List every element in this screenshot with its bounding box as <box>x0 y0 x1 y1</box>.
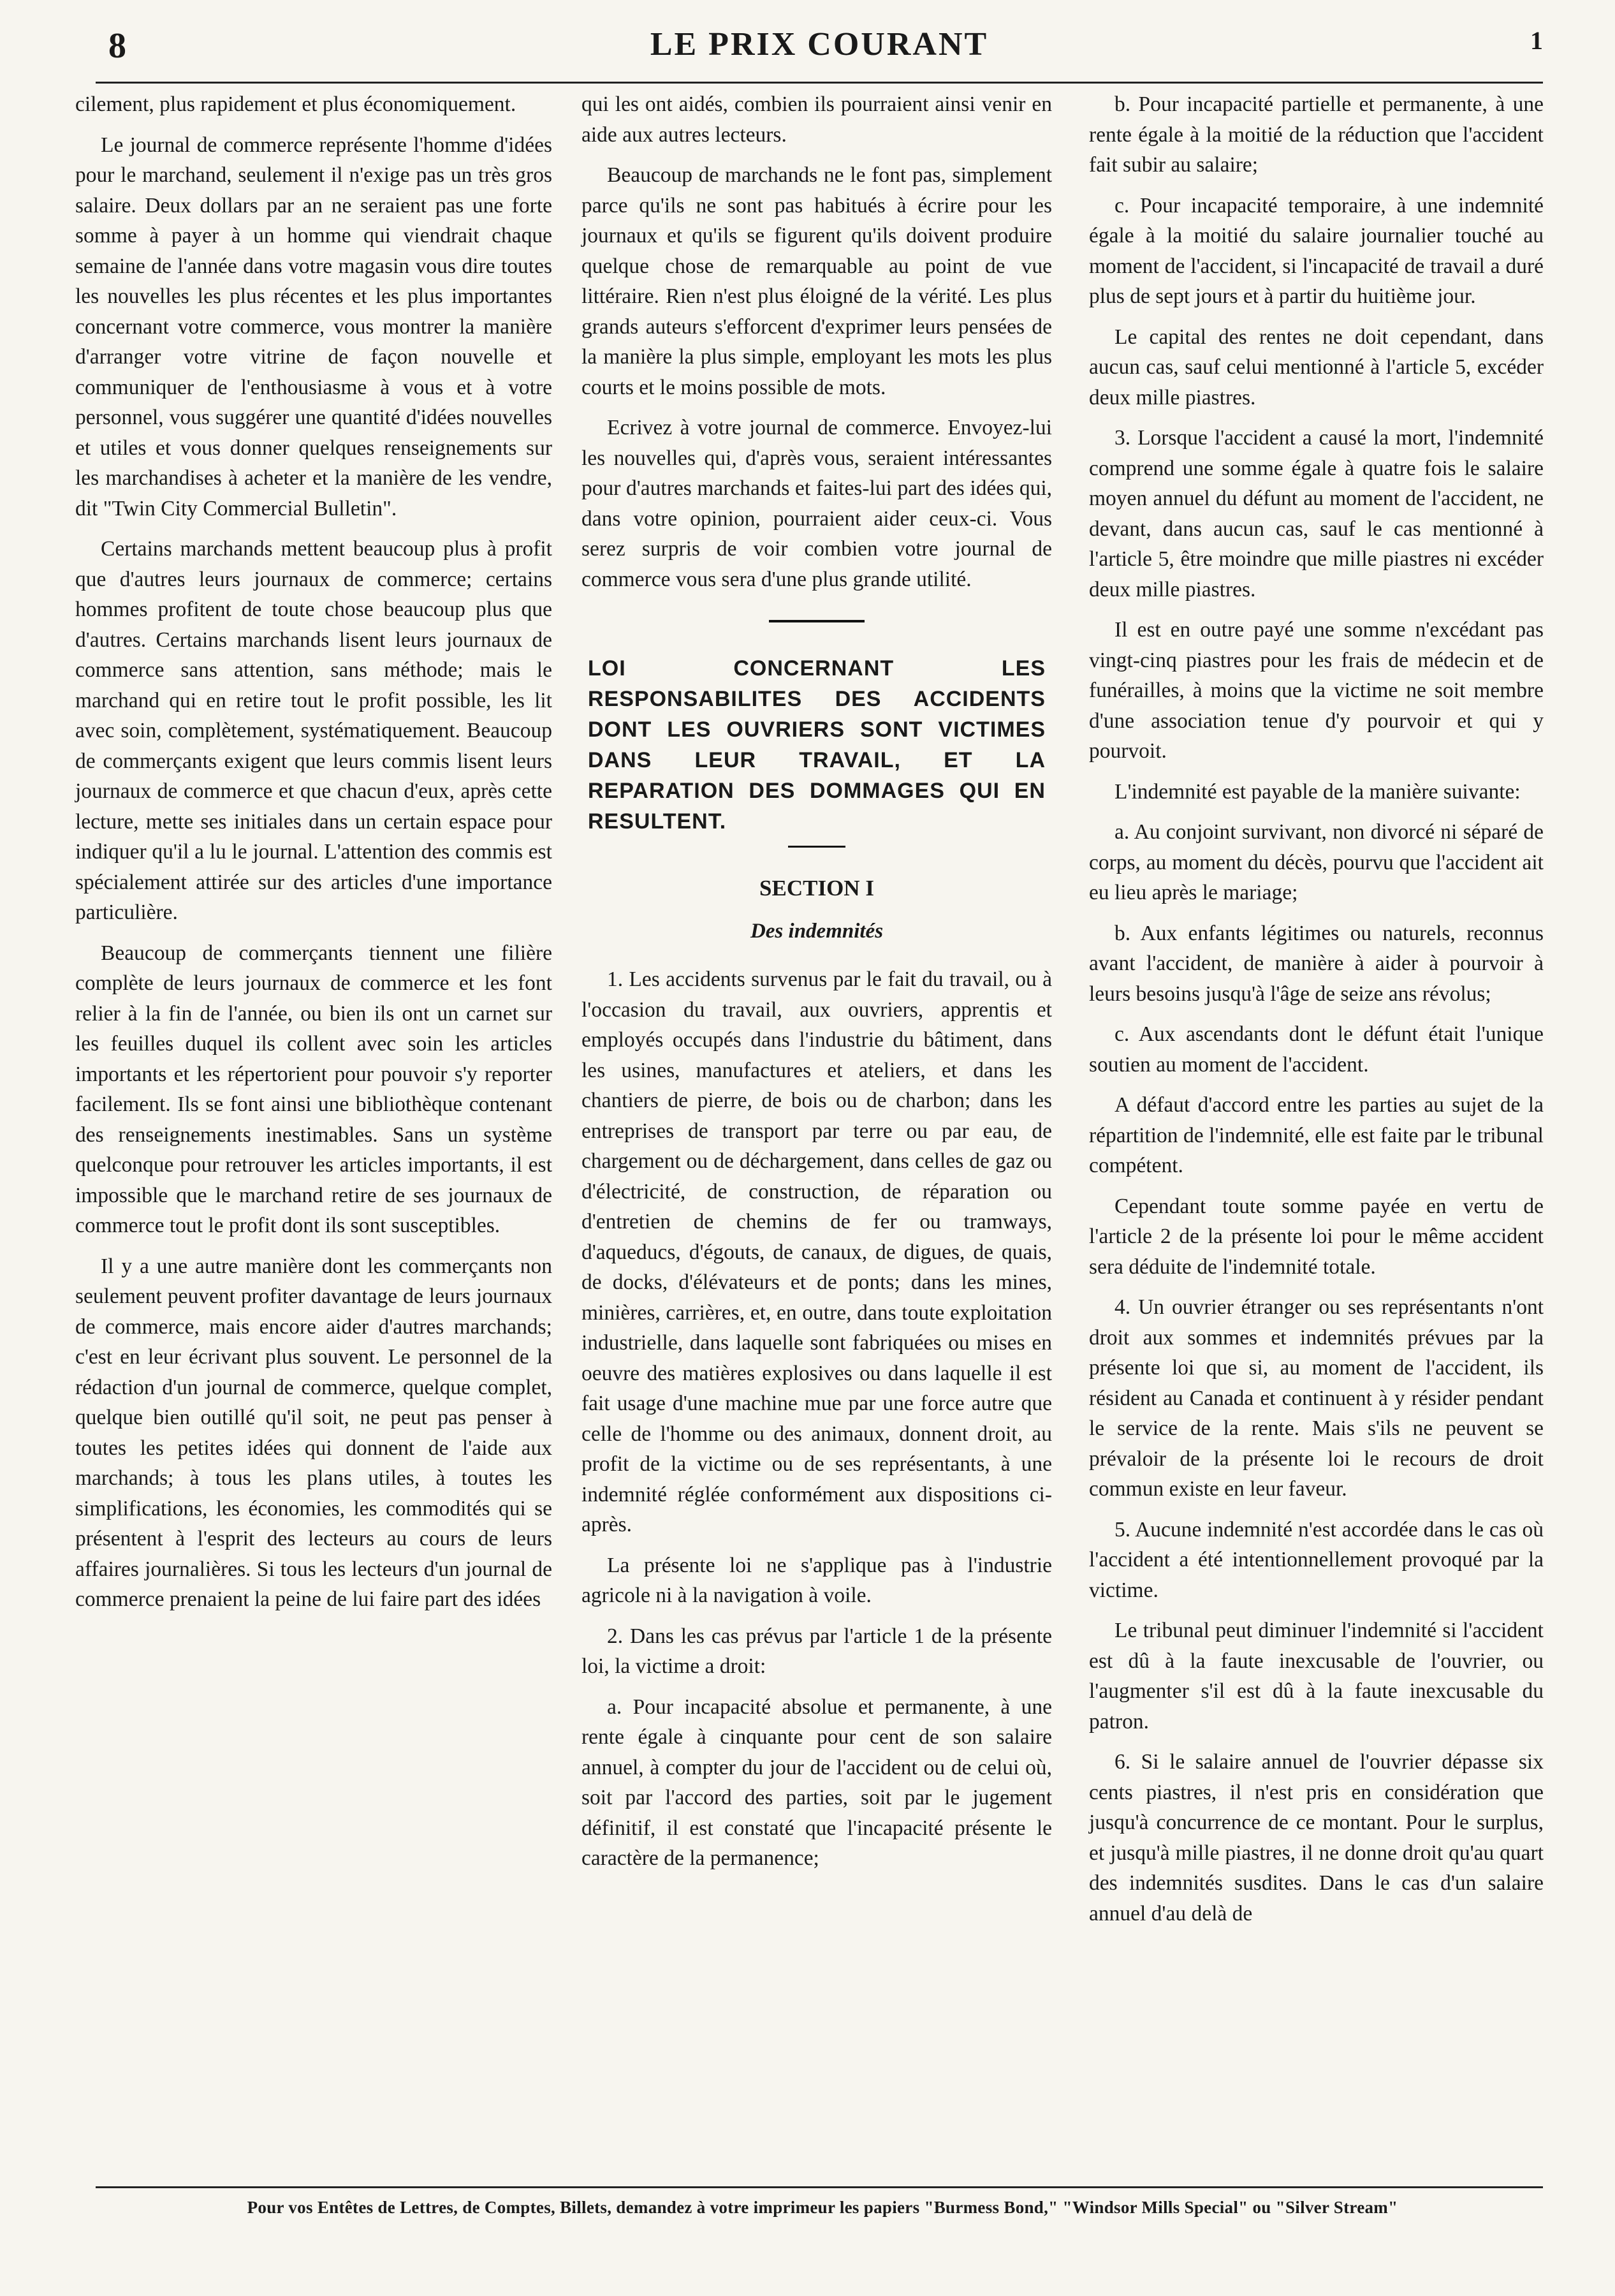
page-number: 8 <box>108 26 126 66</box>
paragraph: b. Pour incapacité partielle et permanente, à une rente égale à la moitié de la réduction que l'accident fait subir au salaire; <box>1089 92 1544 177</box>
paragraph: La présente loi ne s'applique pas à l'industrie agricole ni à la navigation à voile. <box>581 1553 1052 1607</box>
paragraph: a. Pour incapacité absolue et permanente, à une rente égale à cinquante pour cent de son salaire annuel, à compter du jour de l'accident ou de celui où, soit par l'accord des parties, soit par le jugement définitif, il est constaté que l'incapacité présente le caractère de la permanence; <box>581 1695 1052 1870</box>
newspaper-title: LE PRIX COURANT <box>650 26 989 63</box>
page-header <box>96 26 1543 77</box>
paragraph: 1. Les accidents survenus par le fait du travail, ou à l'occasion du travail, aux ouvriers, apprentis et employés occupés dans l'industrie du bâtiment, dans les usines, manufactures et ateliers, et dans les chantiers de pierre, de bois ou de charbon; dans les entreprises de transport par terre ou par eau, de chargement ou de déchargement, dans celles de gaz ou d'électricité, de construction, de réparation ou d'entretien de chemins de fer ou tramways, d'aqueducs, d'égouts, de canaux, de digues, de quais, de docks, d'élévateurs et de ponts; dans les mines, minières, carrières, et, en outre, dans toute exploitation industrielle, dans laquelle sont fabriquées ou mises en oeuvre des matières explosives ou dans laquelle il est fait usage d'une machine mue par une force autre que celle de l'homme ou des animaux, donnent droit, au profit de la victime ou de ses représentants, à une indemnité réglée conformément aux dispositions ci-après. <box>581 968 1052 1536</box>
law-title: LOI CONCERNANT LES RESPONSABILITES DES ACCIDENTS DONT LES OUVRIERS SONT VICTIMES DANS LEUR TRAVAIL, ET LA REPARATION DES DOMMAGES QUI EN RESULTENT. <box>588 656 1046 834</box>
paragraph: 5. Aucune indemnité n'est accordée dans le cas où l'accident a été intentionnellement provoqué par la victime. <box>1089 1517 1544 1602</box>
paragraph: b. Aux enfants légitimes ou naturels, reconnus avant l'accident, de manière à aider à pourvoir à leurs besoins jusqu'à l'âge de seize ans révolus; <box>1089 921 1544 1006</box>
paragraph: Le capital des rentes ne doit cependant, dans aucun cas, sauf celui mentionné à l'article 5, excéder deux mille piastres. <box>1089 325 1544 409</box>
paragraph: Le journal de commerce représente l'homme d'idées pour le marchand, seulement il n'exige pas un très gros salaire. Deux dollars par an ne seraient pas une forte somme à payer à un homme qui viendrait chaque semaine de l'année dans votre magasin vous dire toutes les nouvelles les plus récentes et les plus importantes concernant votre commerce, vous montrer la manière d'arranger votre vitrine de façon nouvelle et communiquer de l'enthousiasme à vous et à votre personnel, vous suggérer une quantité d'idées nouvelles et utiles et vous donner quelques renseignements sur les marchandises à acheter et la manière de les vendre, dit "Twin City Commercial Bulletin". <box>75 133 552 520</box>
paragraph: Cependant toute somme payée en vertu de l'article 2 de la présente loi pour le même accident sera déduite de l'indemnité totale. <box>1089 1194 1544 1279</box>
column-left <box>75 89 552 1625</box>
paragraph: 2. Dans les cas prévus par l'article 1 de la présente loi, la victime a droit: <box>581 1624 1052 1678</box>
paragraph: c. Pour incapacité temporaire, à une indemnité égale à la moitié du salaire journalier touché au moment de l'accident, si l'incapacité de travail a duré plus de sept jours et à partir du huitième jour. <box>1089 193 1544 308</box>
column-middle <box>581 89 1052 1884</box>
section-subheading: Des indemnités <box>750 919 884 943</box>
paragraph: A défaut d'accord entre les parties au sujet de la répartition de l'indemnité, elle est faite par le tribunal compétent. <box>1089 1093 1544 1177</box>
paragraph: 4. Un ouvrier étranger ou ses représentants n'ont droit aux sommes et indemnités prévues par la présente loi que si, au moment de l'accident, ils résident au Canada et continuent à y résider pendant le service de la rente. Mais s'ils ne peuvent se prévaloir de la présente loi le recours de droit commun existe en leur faveur. <box>1089 1295 1544 1501</box>
divider-rule <box>788 846 845 848</box>
paragraph: Beaucoup de commerçants tiennent une filière complète de leurs journaux de commerce et les font relier à la fin de l'année, ou bien ils ont un carnet sur les feuilles duquel ils collent avec soin les articles importants et les répertorient pour pouvoir s'y reporter facilement. Ils se font ainsi une bibliothèque contenant des renseignements inestimables. Sans un système quelconque pour retrouver les articles importants, il est impossible que le marchand retire de ses journaux de commerce tout le profit dont ils sont susceptibles. <box>75 941 552 1237</box>
paragraph: Il est en outre payé une somme n'excédant pas vingt-cinq piastres pour les frais de médecin et de funérailles, à moins que la victime ne soit membre d'une association tenue d'y pourvoir et qui y pourvoit. <box>1089 618 1544 763</box>
paragraph: 6. Si le salaire annuel de l'ouvrier dépasse six cents piastres, il n'est pris en considération que jusqu'à concurrence de ce montant. Pour le surplus, et jusqu'à mille piastres, il ne donne droit qu'au quart des indemnités susdites. Dans le cas d'un salaire annuel d'au delà de <box>1089 1750 1544 1925</box>
header-rule <box>96 82 1543 84</box>
paragraph: Beaucoup de marchands ne le font pas, simplement parce qu'ils ne sont pas habitués à écrire pour les journaux et qu'ils se figurent qu'ils doivent produire quelque chose de remarquable au point de vue littéraire. Rien n'est plus éloigné de la vérité. Les plus grands auteurs s'efforcent d'exprimer leurs pensées de la manière la plus simple, employant les mots les plus courts et le moins possible de mots. <box>581 163 1052 399</box>
paragraph: a. Au conjoint survivant, non divorcé ni séparé de corps, au moment du décès, pourvu que l'accident ait eu lieu après le mariage; <box>1089 820 1544 904</box>
paragraph: Il y a une autre manière dont les commerçants non seulement peuvent profiter davantage de leurs journaux de commerce, mais encore aider d'autres marchands; c'est en leur écrivant plus souvent. Le personnel de la rédaction d'un journal de commerce, quelque complet, quelque bien outillé qu'il soit, ne peut pas penser à toutes les petites idées qui donnent de l'aide aux marchands; à tous les plans utiles, à toutes les simplifications, les économies, les commodités qui se présentent à l'esprit des lecteurs au cours de leurs affaires journalières. Si tous les lecteurs d'un journal de commerce prenaient la peine de lui faire part des idées <box>75 1254 552 1611</box>
section-heading: SECTION I <box>759 876 874 901</box>
paragraph: Le tribunal peut diminuer l'indemnité si l'accident est dû à la faute inexcusable de l'ouvrier, ou l'augmenter s'il est dû à la faute inexcusable du patron. <box>1089 1619 1544 1733</box>
paragraph: qui les ont aidés, combien ils pourraient ainsi venir en aide aux autres lecteurs. <box>581 92 1052 147</box>
paragraph: cilement, plus rapidement et plus économiquement. <box>75 92 516 116</box>
footer-rule <box>96 2186 1543 2188</box>
paragraph: Ecrivez à votre journal de commerce. Envoyez-lui les nouvelles qui, d'après vous, seraient intéressantes pour d'autres marchands et faites-lui part des idées qui, dans votre opinion, pourraient aider ceux-ci. Vous serez surpris de voir combien votre journal de commerce vous sera d'une plus grande utilité. <box>581 416 1052 591</box>
footer-advertisement: Pour vos Entêtes de Lettres, de Comptes, Billets, demandez à votre imprimeur les papiers "Burmess Bond," "Windsor Mills Special" ou "Silver Stream" <box>247 2198 1398 2217</box>
corner-mark: 1 <box>1530 26 1543 55</box>
paragraph: 3. Lorsque l'accident a causé la mort, l'indemnité comprend une somme égale à quatre fois le salaire moyen annuel du défunt au moment de l'accident, ne devant, dans aucun cas, sauf le cas mentionné à l'article 5, être moindre que mille piastres ni excéder deux mille piastres. <box>1089 426 1544 601</box>
divider-rule <box>769 620 865 622</box>
paragraph: Certains marchands mettent beaucoup plus à profit que d'autres leurs journaux de commerce; certains hommes profitent de toute chose beaucoup plus que d'autres. Certains marchands lisent leurs journaux de commerce sans attention, sans méthode; mais le marchand qui en retire tout le profit possible, les lit avec soin, complètement, systématiquement. Beaucoup de commerçants exigent que leurs commis lisent leurs journaux de commerce et que chacun d'eux, après cette lecture, mette ses initiales dans un certain espace pour indiquer qu'il a lu le journal. L'attention des commis est spécialement attirée sur des articles d'une importance particulière. <box>75 537 552 924</box>
paragraph: c. Aux ascendants dont le défunt était l'unique soutien au moment de l'accident. <box>1089 1022 1544 1077</box>
column-right <box>1089 89 1544 1939</box>
paragraph: L'indemnité est payable de la manière suivante: <box>1114 779 1521 804</box>
